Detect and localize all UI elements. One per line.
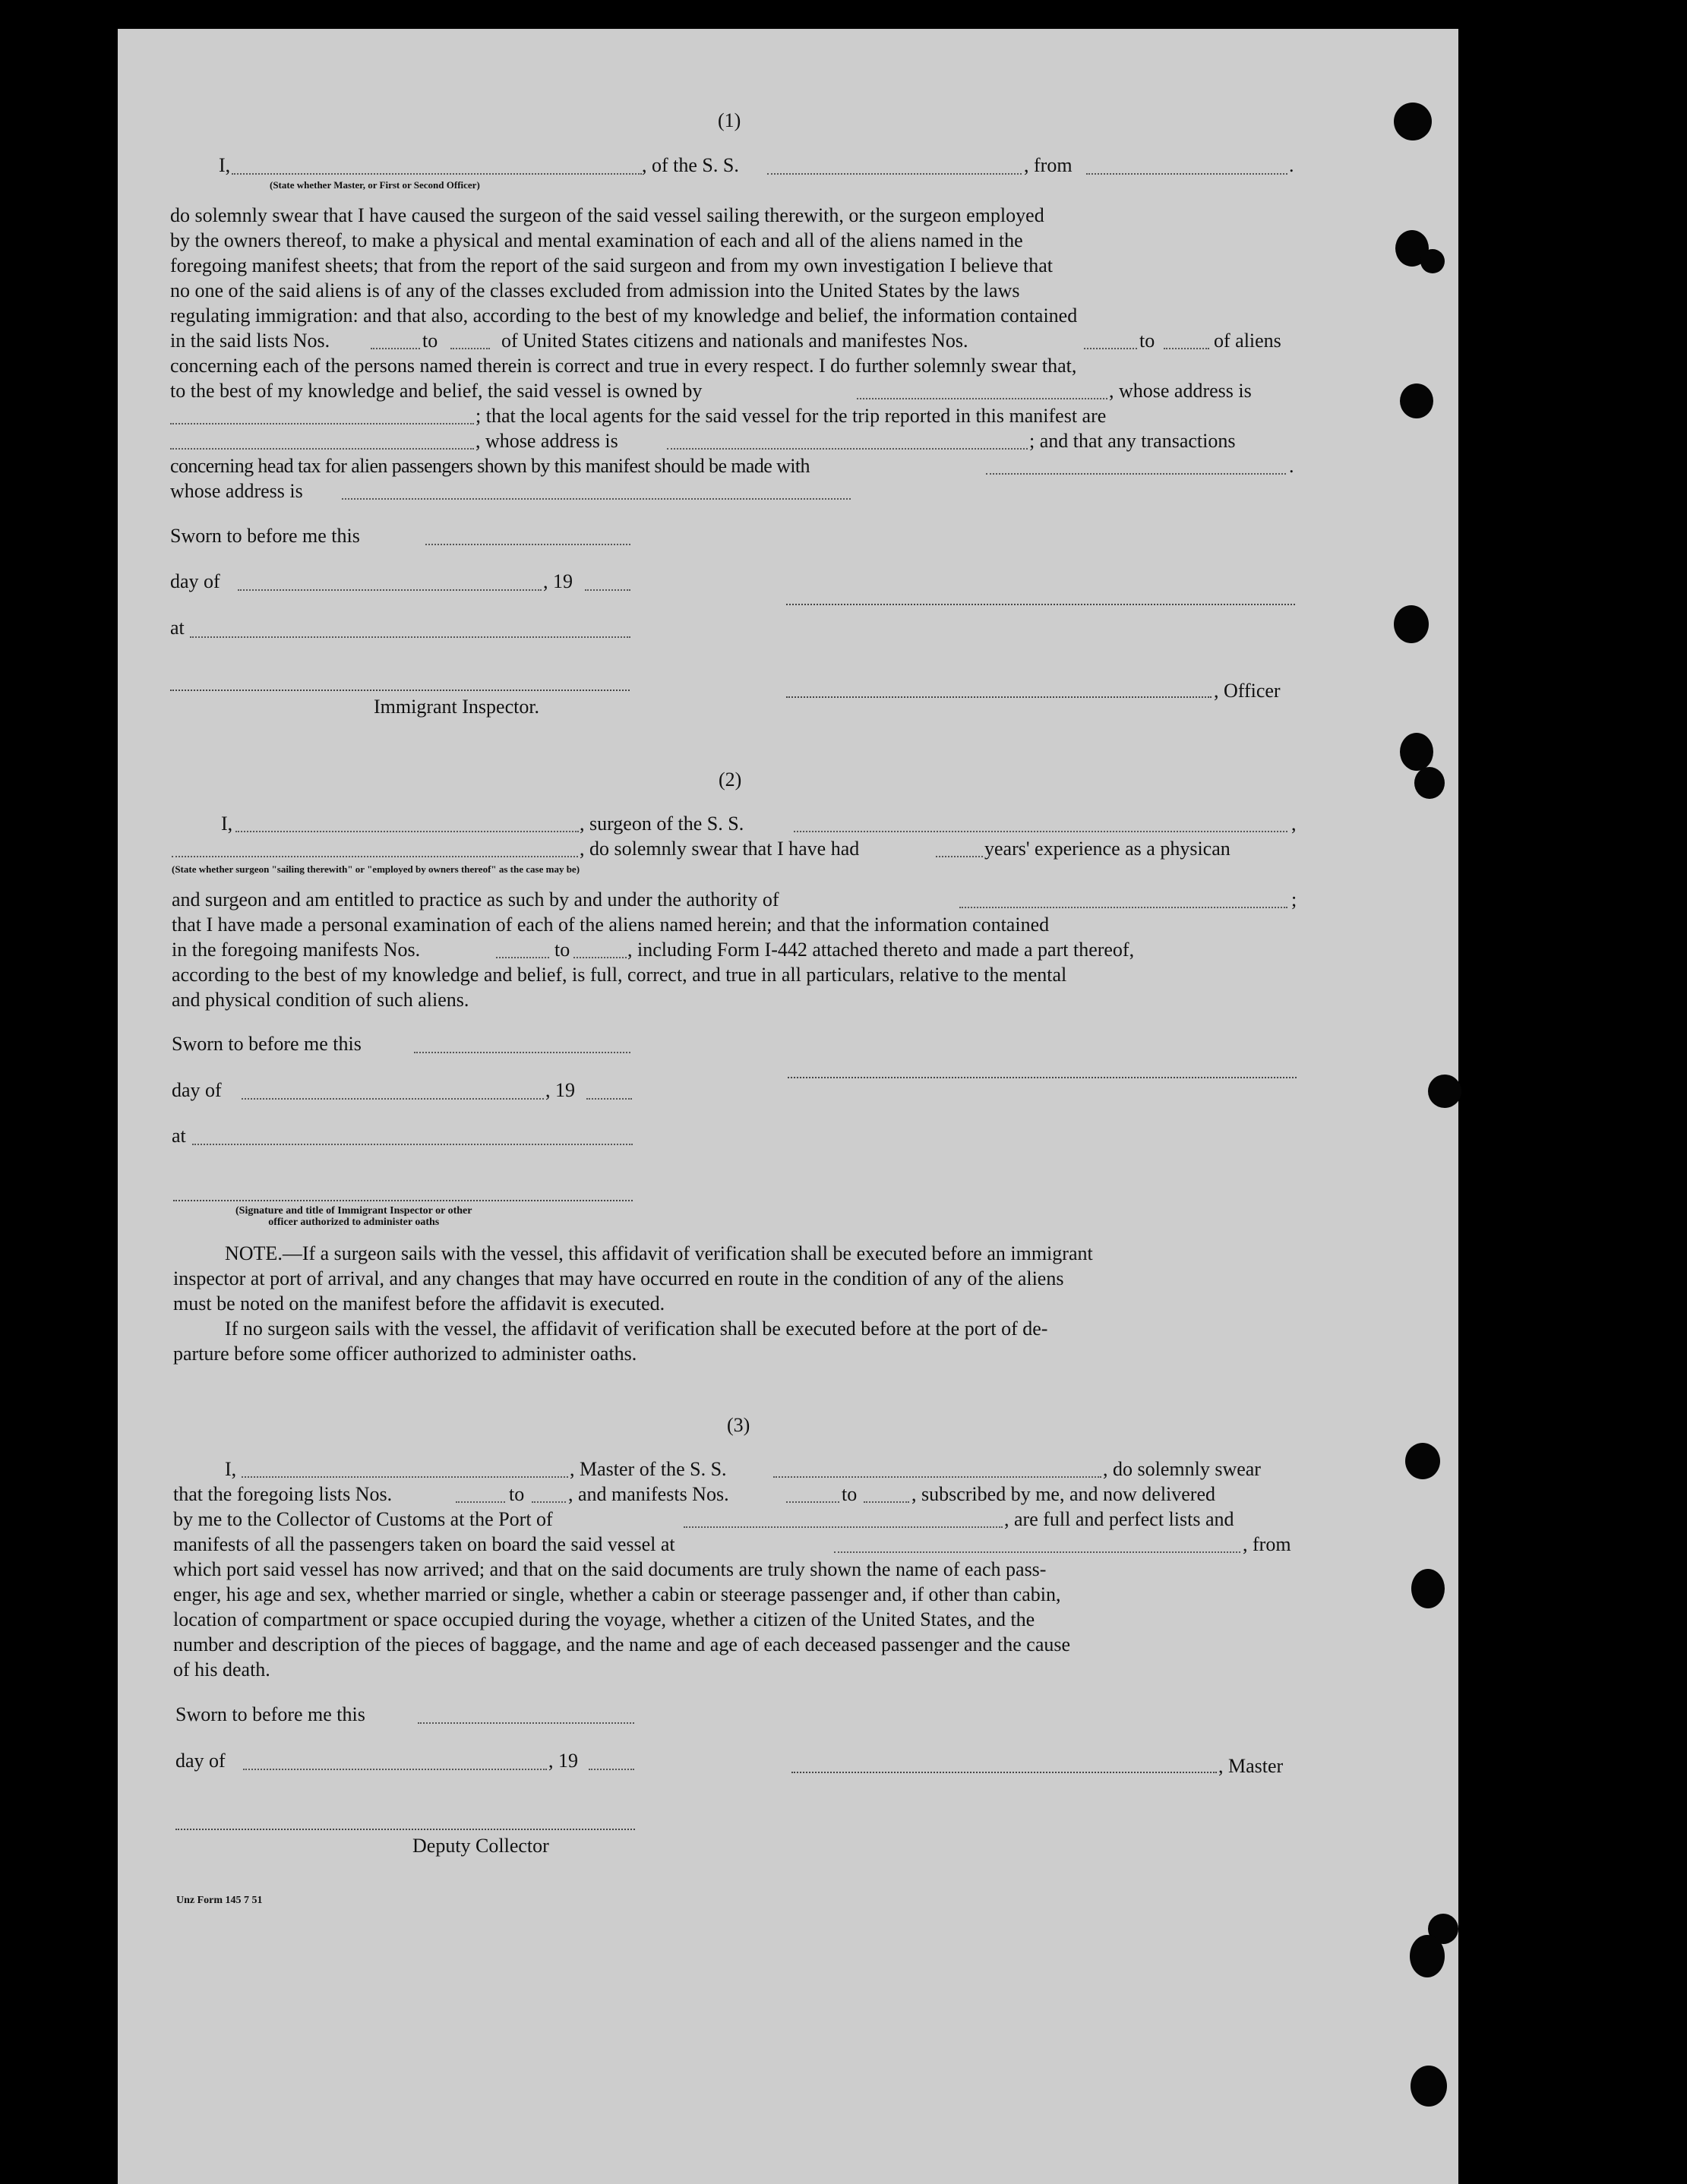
section-number: (1): [718, 109, 741, 131]
form-text: in the foregoing manifests Nos.: [172, 939, 421, 961]
form-text: I,: [219, 154, 231, 176]
document-page: [118, 29, 1458, 2184]
fill-line: [190, 636, 630, 638]
punch-hole: [1411, 1569, 1445, 1608]
signature-line: [170, 690, 630, 691]
fill-line: [342, 498, 851, 500]
fill-line: [773, 1476, 1101, 1478]
note-text: If no surgeon sails with the vessel, the affidavit of verification shall be executed before at the port of de-: [225, 1318, 1048, 1340]
form-text: I,: [221, 813, 233, 835]
form-text: location of compartment or space occupied during the voyage, whether a citizen of the United States, and the: [173, 1608, 1035, 1630]
note-text: NOTE.—If a surgeon sails with the vessel, this affidavit of verification shall be executed before an immigrant: [225, 1242, 1093, 1264]
fill-line: [238, 589, 542, 591]
form-text: to: [422, 330, 438, 352]
section-number: (3): [727, 1414, 750, 1436]
form-text: of United States citizens and nationals and manifestes Nos.: [501, 330, 968, 352]
fill-line: [767, 173, 1022, 175]
day-label: day of: [175, 1750, 226, 1772]
fill-line: [864, 1501, 909, 1503]
fill-line: [172, 856, 578, 857]
at-label: at: [172, 1125, 186, 1147]
form-text: enger, his age and sex, whether married or single, whether a cabin or steerage passenger and, if other than cabin,: [173, 1583, 1061, 1605]
form-text: number and description of the pieces of baggage, and the name and age of each deceased passenger and the cause: [173, 1633, 1071, 1655]
fill-line: [667, 448, 1028, 450]
form-text: , do solemnly swear: [1103, 1458, 1261, 1480]
form-text: ; and that any transactions: [1029, 430, 1236, 452]
fill-line: [986, 473, 1286, 475]
form-text: , are full and perfect lists and: [1004, 1508, 1234, 1530]
form-text: to: [1139, 330, 1155, 352]
form-text: ,: [1291, 813, 1297, 835]
form-text: , whose address is: [475, 430, 618, 452]
form-text: manifests of all the passengers taken on board the said vessel at: [173, 1533, 675, 1555]
form-text: , including Form I-442 attached thereto and made a part thereof,: [627, 939, 1135, 961]
form-text: to: [509, 1483, 525, 1505]
punch-hole: [1414, 767, 1445, 799]
fill-line: [418, 1722, 634, 1724]
punch-hole: [1394, 605, 1429, 643]
form-text: , Master of the S. S.: [570, 1458, 727, 1480]
form-text: which port said vessel has now arrived; and that on the said documents are truly shown the name of each pass-: [173, 1558, 1047, 1580]
punch-hole: [1428, 1075, 1461, 1108]
year-label: , 19: [545, 1079, 575, 1101]
form-text: .: [1289, 455, 1294, 477]
at-label: at: [170, 617, 185, 639]
fill-line: [425, 544, 630, 545]
fill-line: [532, 1501, 566, 1503]
form-text: that I have made a personal examination of each of the aliens named herein; and that the information contained: [172, 914, 1050, 936]
fill-line: [586, 1098, 632, 1100]
form-text: , whose address is: [1109, 380, 1252, 402]
form-text: , of the S. S.: [642, 154, 739, 176]
fill-line: [414, 1052, 630, 1053]
fill-line: [235, 831, 579, 832]
form-text: , subscribed by me, and now delivered: [911, 1483, 1216, 1505]
signature-line: [175, 1829, 635, 1830]
form-text: of aliens: [1214, 330, 1281, 352]
signature-note-line: officer authorized to administer oaths: [268, 1216, 440, 1228]
form-text: by the owners thereof, to make a physical and mental examination of each and all of the aliens named in the: [170, 229, 1023, 251]
officer-label: , Officer: [1214, 680, 1281, 702]
signature-line: [786, 604, 1295, 605]
form-text: do solemnly swear that I have caused the surgeon of the said vessel sailing therewith, or the surgeon employed: [170, 204, 1044, 226]
signature-line: [173, 1200, 633, 1201]
form-identifier: Unz Form 145 7 51: [176, 1895, 263, 1906]
punch-hole: [1400, 733, 1433, 771]
punch-hole: [1394, 103, 1432, 140]
fill-line: [170, 423, 474, 424]
sworn-label: Sworn to before me this: [172, 1033, 362, 1055]
fill-line: [371, 348, 420, 349]
form-text: years' experience as a physican: [984, 838, 1230, 860]
form-text: regulating immigration: and that also, according to the best of my knowledge and belief, the information contained: [170, 305, 1078, 327]
form-text: , and manifests Nos.: [568, 1483, 729, 1505]
form-text: no one of the said aliens is of any of the classes excluded from admission into the United States by the laws: [170, 279, 1020, 301]
inspector-label: Immigrant Inspector.: [374, 696, 540, 718]
fill-line: [1164, 348, 1209, 349]
day-label: day of: [170, 570, 220, 592]
form-text: of his death.: [173, 1659, 270, 1681]
master-label: , Master: [1218, 1755, 1284, 1777]
fill-line: [243, 1769, 547, 1770]
form-text: by me to the Collector of Customs at the Port of: [173, 1508, 553, 1530]
year-label: , 19: [543, 570, 573, 592]
fill-line: [834, 1551, 1240, 1553]
form-text: concerning head tax for alien passengers shown by this manifest should be made with: [170, 455, 810, 477]
punch-hole: [1420, 249, 1445, 273]
form-text: to the best of my knowledge and belief, the said vessel is owned by: [170, 380, 703, 402]
fill-line: [456, 1501, 505, 1503]
form-text: ;: [1291, 888, 1297, 911]
fill-line: [170, 448, 474, 450]
form-text: to: [554, 939, 570, 961]
fill-line: [794, 831, 1287, 832]
field-note: (State whether surgeon "sailing therewith" or "employed by owners thereof" as the case may be): [172, 863, 580, 875]
fill-line: [786, 1501, 839, 1503]
fill-line: [959, 907, 1287, 908]
signature-note: [235, 1206, 472, 1228]
sworn-label: Sworn to before me this: [175, 1703, 365, 1725]
fill-line: [585, 589, 630, 591]
fill-line: [857, 398, 1107, 399]
form-text: to: [842, 1483, 858, 1505]
form-text: and surgeon and am entitled to practice as such by and under the authority of: [172, 888, 779, 911]
form-text: , from: [1024, 154, 1073, 176]
fill-line: [450, 348, 490, 349]
form-text: , do solemnly swear that I have had: [580, 838, 860, 860]
year-label: , 19: [548, 1750, 578, 1772]
signature-line: [786, 696, 1212, 698]
punch-hole: [1411, 2066, 1447, 2107]
form-text: whose address is: [170, 480, 303, 502]
fill-line: [589, 1769, 634, 1770]
form-text: , surgeon of the S. S.: [580, 813, 744, 835]
fill-line: [242, 1476, 568, 1478]
note-text: inspector at port of arrival, and any changes that may have occurred en route in the condition of any of the aliens: [173, 1267, 1064, 1289]
punch-hole: [1405, 1443, 1440, 1479]
fill-line: [936, 856, 983, 857]
signature-note-line: (Signature and title of Immigrant Inspector or other: [235, 1205, 472, 1217]
fill-line: [242, 1098, 544, 1100]
fill-line: [1086, 173, 1287, 175]
fill-line: [192, 1144, 633, 1145]
form-text: foregoing manifest sheets; that from the report of the said surgeon and from my own investigation I believe that: [170, 254, 1054, 276]
section-number: (2): [719, 769, 742, 791]
fill-line: [573, 957, 627, 958]
form-text: , from: [1243, 1533, 1291, 1555]
form-text: ; that the local agents for the said vessel for the trip reported in this manifest are: [475, 405, 1107, 427]
form-text: concerning each of the persons named therein is correct and true in every respect. I do further solemnly swear that,: [170, 355, 1077, 377]
note-text: parture before some officer authorized to administer oaths.: [173, 1343, 637, 1365]
fill-line: [1084, 348, 1137, 349]
deputy-label: Deputy Collector: [412, 1835, 549, 1857]
note-text: must be noted on the manifest before the affidavit is executed.: [173, 1292, 665, 1315]
fill-line: [232, 173, 642, 175]
form-text: that the foregoing lists Nos.: [173, 1483, 393, 1505]
form-text: according to the best of my knowledge and belief, is full, correct, and true in all particulars, relative to the mental: [172, 964, 1067, 986]
signature-line: [791, 1772, 1217, 1773]
punch-hole: [1400, 383, 1433, 418]
fill-line: [496, 957, 549, 958]
form-text: I,: [225, 1458, 237, 1480]
form-text: and physical condition of such aliens.: [172, 989, 469, 1011]
form-text: .: [1289, 154, 1294, 176]
form-text: in the said lists Nos.: [170, 330, 330, 352]
day-label: day of: [172, 1079, 222, 1101]
field-note: (State whether Master, or First or Second Officer): [270, 179, 480, 191]
punch-hole: [1410, 1935, 1445, 1977]
signature-line: [788, 1077, 1297, 1078]
fill-line: [684, 1526, 1003, 1528]
sworn-label: Sworn to before me this: [170, 525, 360, 547]
